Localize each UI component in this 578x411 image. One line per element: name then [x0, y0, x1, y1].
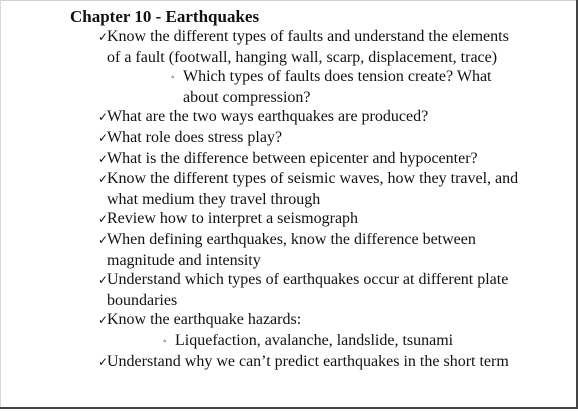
checkmark-icon: ✓ [98, 110, 109, 125]
frame-bottom-border [0, 407, 578, 409]
checklist-item-text: Understand which types of earthquakes occur at different plate boundaries [107, 271, 509, 309]
checklist-item [70, 128, 520, 149]
checklist-item [70, 310, 520, 351]
checklist-item-text: When defining earthquakes, know the difference between magnitude and intensity [107, 230, 476, 269]
checklist-item [70, 270, 520, 310]
hollow-bullet-icon: ◦ [163, 335, 167, 347]
checklist-item [70, 107, 520, 128]
sub-list-item [107, 331, 520, 352]
sub-list-item-text: Liquefaction, avalanche, landslide, tsunami [175, 331, 454, 349]
checklist-item [70, 27, 520, 107]
checklist-item-text: Know the different types of seismic waves, how they travel, and what medium they travel through [107, 170, 519, 208]
frame-left-border [0, 0, 1, 409]
checkmark-icon: ✓ [98, 172, 109, 187]
checklist-item-text: Understand why we can’t predict earthquakes in the short term [107, 352, 509, 370]
checkmark-icon: ✓ [98, 354, 109, 369]
checklist [70, 27, 520, 372]
checklist-item [70, 352, 520, 373]
checklist-item-text: Review how to interpret a seismograph [107, 210, 359, 228]
checklist-item [70, 230, 520, 270]
checkmark-icon: ✓ [98, 151, 109, 166]
sub-list [107, 331, 520, 352]
hollow-bullet-icon: ◦ [171, 72, 175, 84]
checkmark-icon: ✓ [98, 273, 109, 288]
checklist-item-text: What role does stress play? [107, 128, 283, 146]
checklist-item [70, 149, 520, 170]
sub-list-item [107, 67, 520, 107]
checklist-item-text: What is the difference between epicenter and hypocenter? [107, 149, 478, 167]
checkmark-icon: ✓ [98, 313, 109, 328]
checkmark-icon: ✓ [98, 130, 109, 145]
checklist-item [70, 169, 520, 209]
checkmark-icon: ✓ [98, 212, 109, 227]
checklist-item-text: What are the two ways earthquakes are produced? [107, 108, 429, 126]
sub-list-item-text: Which types of faults does tension create? What about compression? [183, 68, 492, 106]
checklist-item-text: Know the earthquake hazards: [107, 311, 302, 329]
study-guide-document [70, 7, 520, 372]
checkmark-icon: ✓ [98, 30, 109, 44]
chapter-title: Chapter 10 - Earthquakes [70, 7, 260, 26]
checklist-item-text: Know the different types of faults and understand the elements of a fault (footwall, hanging wall, scarp, displacement, trace) [107, 28, 509, 66]
frame-top-border [0, 0, 578, 1]
sub-list [107, 67, 520, 107]
checklist-item [70, 209, 520, 230]
checkmark-icon: ✓ [98, 232, 109, 247]
